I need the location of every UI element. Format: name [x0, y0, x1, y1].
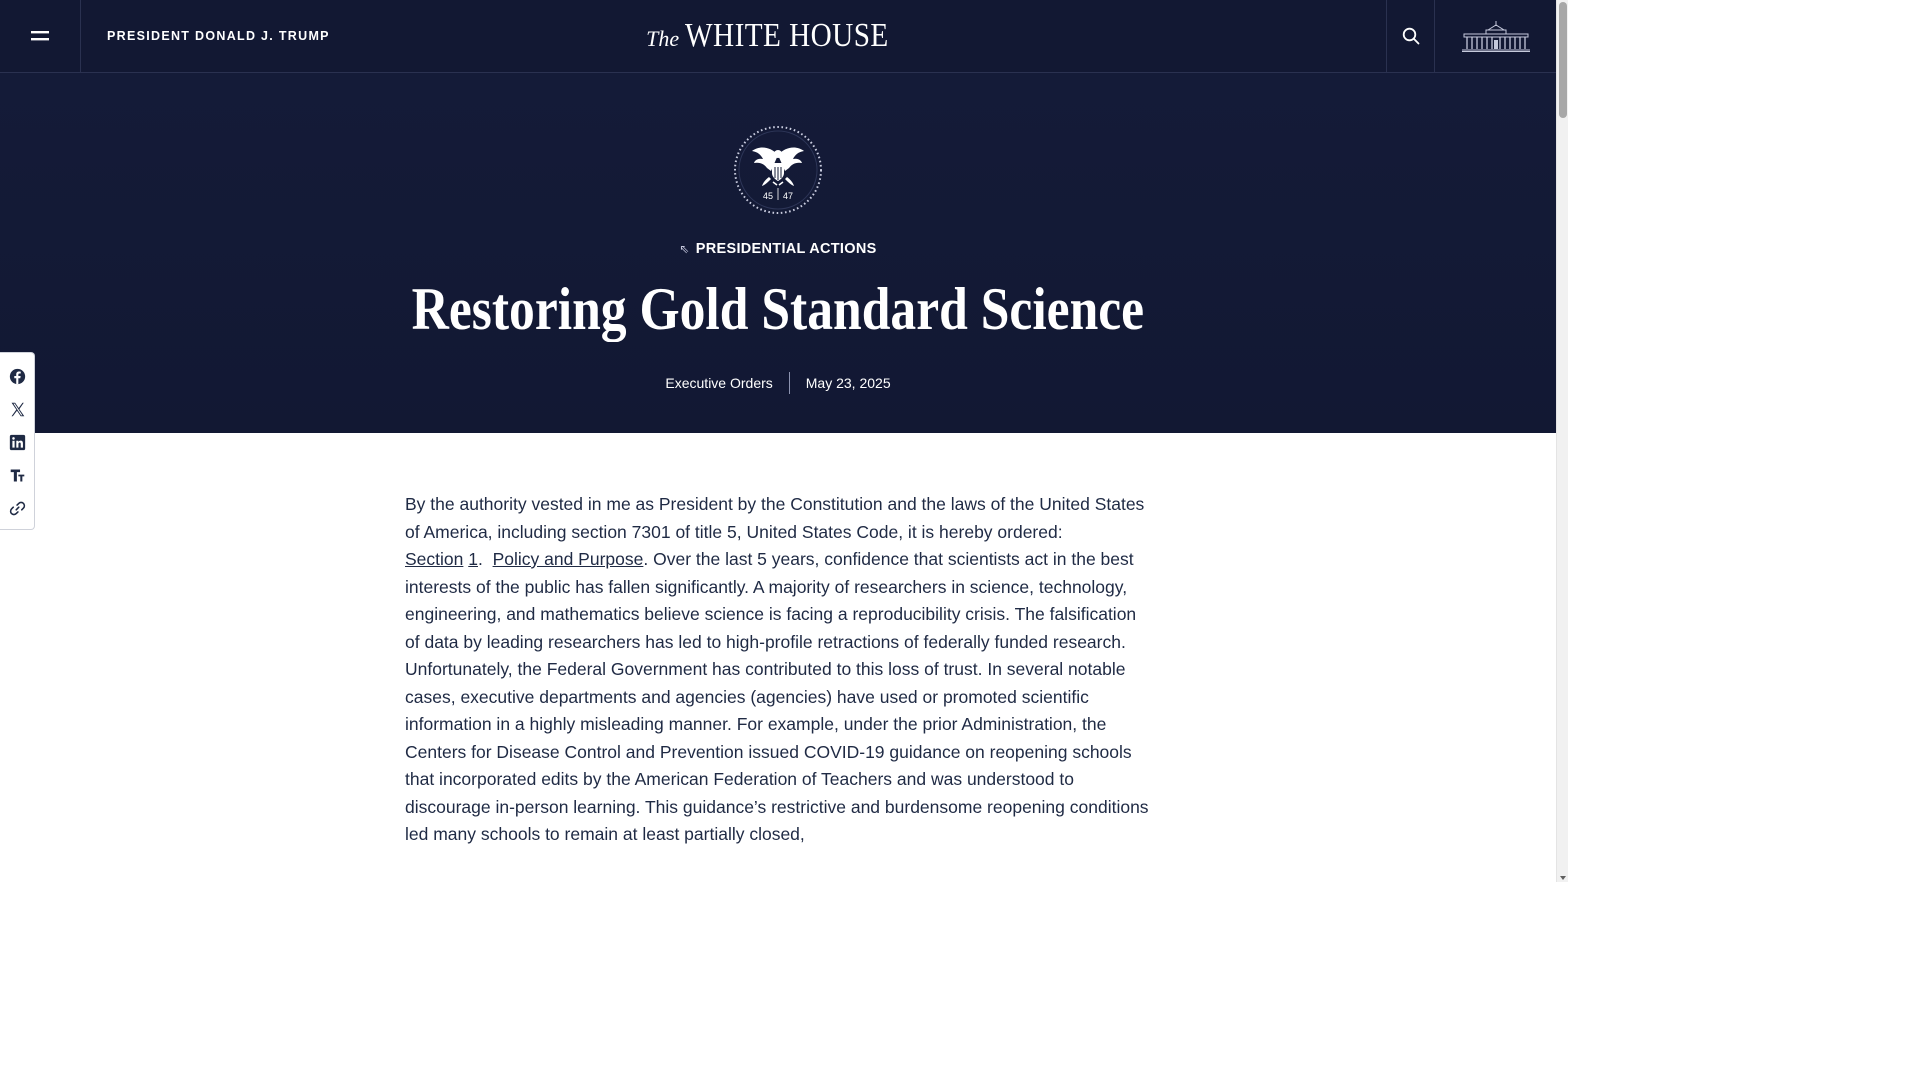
seal-number-left: 45: [762, 191, 773, 201]
category-link[interactable]: [0, 241, 1556, 257]
home-link[interactable]: [646, 17, 922, 55]
article-paragraph-3: Unfortunately, the Federal Government has contributed to this loss of trust. In several notable cases, executive departments and agencies (agencies) have used or promoted scientific information in a highly misleading manner. For example, under the prior Administration, the Centers for Disease Control and Prevention issued COVID-19 guidance on reopening schools that incorporated edits by the American Federation of Teachers and was understood to discourage in-person learning. This guidance’s restrictive and burdensome reopening conditions led many schools to remain at least partially closed,: [405, 659, 1149, 844]
presidential-seal-icon: [733, 125, 823, 215]
seal-number-right: 47: [783, 191, 794, 201]
brand-the: The: [646, 26, 680, 51]
section-separator: .: [477, 549, 493, 569]
search-button[interactable]: [1386, 0, 1435, 72]
share-linkedin-button[interactable]: [7, 432, 27, 452]
article-paragraph-2-text: . Over the last 5 years, confidence that scientists act in the best interests of the public has fallen significantly. A majority of researchers in science, technology, engineering, and mathematics believe science is facing a reproducibility crisis. The falsification of data by leading researchers has led to high-profile retractions of federally funded research.: [405, 549, 1137, 652]
category-label: PRESIDENTIAL ACTIONS: [695, 241, 877, 257]
white-house-home-button[interactable]: [1435, 0, 1556, 72]
menu-button[interactable]: [0, 0, 81, 72]
article-meta: [0, 372, 1556, 394]
search-icon: [1402, 27, 1420, 45]
share-sidebar: [0, 352, 35, 530]
copy-link-button[interactable]: [7, 498, 27, 518]
white-house-building-icon: [1462, 20, 1530, 52]
article-type-link[interactable]: Executive Orders: [665, 375, 773, 391]
article-paragraph-1: By the authority vested in me as President by the Constitution and the laws of the United States of America, including section 7301 of title 5, United States Code, it is hereby ordered:: [405, 494, 1145, 542]
share-facebook-button[interactable]: [7, 366, 27, 386]
x-twitter-icon: [9, 401, 26, 418]
text-size-button[interactable]: [7, 465, 27, 485]
facebook-icon: [9, 368, 26, 385]
scroll-down-arrow-icon[interactable]: [1560, 876, 1566, 880]
hamburger-menu-icon: [31, 30, 49, 42]
page-title: [0, 275, 1556, 344]
header-actions: [1386, 0, 1556, 72]
article-date: May 23, 2025: [805, 375, 891, 391]
vertical-scrollbar[interactable]: [1556, 0, 1568, 882]
page-title-text: Restoring Gold Standard Science: [411, 276, 1145, 342]
up-left-arrow-icon: ⇖: [679, 242, 690, 256]
scrollbar-thumb[interactable]: [1559, 2, 1567, 118]
text-size-icon: [9, 467, 26, 484]
share-x-button[interactable]: [7, 399, 27, 419]
article-paragraph-2: [405, 546, 1150, 656]
article-body: [405, 491, 1150, 849]
copy-link-icon: [9, 500, 26, 517]
brand-name: WHITE HOUSE: [685, 17, 889, 54]
article-hero: [0, 73, 1556, 433]
policy-purpose-link[interactable]: Policy and Purpose: [492, 549, 644, 569]
section-link[interactable]: Section: [405, 549, 464, 569]
linkedin-icon: [9, 434, 26, 451]
president-name-link[interactable]: PRESIDENT DONALD J. TRUMP: [107, 29, 330, 43]
section-number-link[interactable]: 1: [468, 549, 478, 569]
